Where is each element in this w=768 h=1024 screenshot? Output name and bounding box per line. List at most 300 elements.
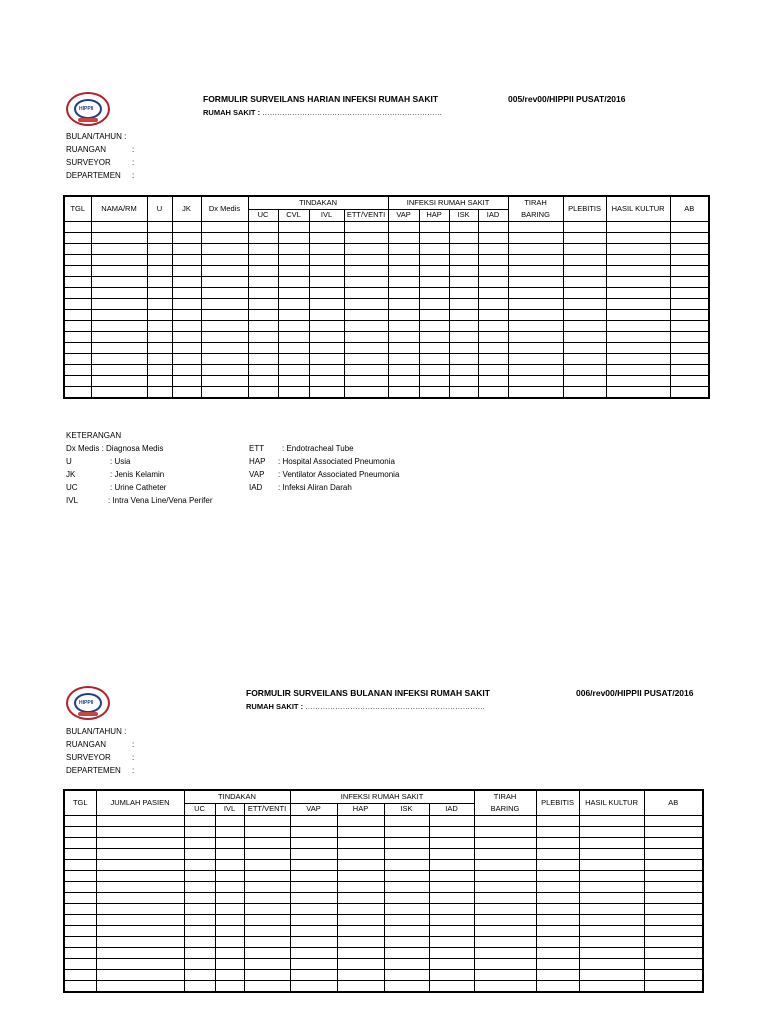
- table-cell[interactable]: [172, 244, 201, 255]
- table-cell[interactable]: [64, 343, 91, 354]
- table-cell[interactable]: [579, 926, 644, 937]
- table-cell[interactable]: [309, 299, 344, 310]
- table-cell[interactable]: [278, 288, 309, 299]
- table-cell[interactable]: [91, 288, 147, 299]
- table-cell[interactable]: [478, 299, 508, 310]
- table-cell[interactable]: [429, 849, 474, 860]
- table-cell[interactable]: [579, 860, 644, 871]
- table-cell[interactable]: [644, 981, 703, 993]
- table-cell[interactable]: [64, 981, 96, 993]
- table-cell[interactable]: [91, 343, 147, 354]
- table-cell[interactable]: [344, 343, 388, 354]
- table-cell[interactable]: [563, 233, 606, 244]
- table-cell[interactable]: [244, 849, 290, 860]
- table-cell[interactable]: [344, 244, 388, 255]
- table-cell[interactable]: [508, 332, 563, 343]
- table-cell[interactable]: [278, 266, 309, 277]
- table-cell[interactable]: [449, 321, 478, 332]
- table-cell[interactable]: [536, 860, 579, 871]
- table-cell[interactable]: [64, 376, 91, 387]
- table-cell[interactable]: [184, 970, 215, 981]
- table-cell[interactable]: [172, 288, 201, 299]
- table-cell[interactable]: [670, 277, 709, 288]
- table-cell[interactable]: [244, 860, 290, 871]
- table-cell[interactable]: [201, 299, 248, 310]
- table-cell[interactable]: [96, 948, 184, 959]
- table-cell[interactable]: [606, 277, 670, 288]
- table-cell[interactable]: [172, 376, 201, 387]
- table-cell[interactable]: [64, 299, 91, 310]
- table-cell[interactable]: [96, 970, 184, 981]
- table-cell[interactable]: [201, 343, 248, 354]
- table-cell[interactable]: [91, 321, 147, 332]
- table-cell[interactable]: [579, 915, 644, 926]
- table-cell[interactable]: [388, 310, 419, 321]
- table-cell[interactable]: [172, 310, 201, 321]
- table-cell[interactable]: [64, 915, 96, 926]
- table-cell[interactable]: [563, 277, 606, 288]
- table-cell[interactable]: [91, 365, 147, 376]
- table-cell[interactable]: [244, 816, 290, 827]
- table-cell[interactable]: [64, 937, 96, 948]
- table-cell[interactable]: [508, 310, 563, 321]
- table-cell[interactable]: [309, 332, 344, 343]
- table-cell[interactable]: [429, 948, 474, 959]
- table-cell[interactable]: [670, 354, 709, 365]
- table-cell[interactable]: [344, 387, 388, 399]
- table-cell[interactable]: [147, 343, 172, 354]
- table-cell[interactable]: [508, 288, 563, 299]
- table-cell[interactable]: [429, 904, 474, 915]
- table-cell[interactable]: [337, 816, 384, 827]
- table-cell[interactable]: [201, 266, 248, 277]
- table-cell[interactable]: [474, 915, 536, 926]
- table-cell[interactable]: [419, 299, 449, 310]
- table-cell[interactable]: [184, 915, 215, 926]
- table-cell[interactable]: [184, 838, 215, 849]
- table-cell[interactable]: [91, 222, 147, 233]
- table-cell[interactable]: [388, 299, 419, 310]
- table-cell[interactable]: [606, 343, 670, 354]
- table-cell[interactable]: [96, 882, 184, 893]
- table-cell[interactable]: [478, 343, 508, 354]
- table-cell[interactable]: [419, 332, 449, 343]
- table-cell[interactable]: [147, 277, 172, 288]
- table-cell[interactable]: [478, 222, 508, 233]
- table-cell[interactable]: [563, 310, 606, 321]
- table-cell[interactable]: [64, 948, 96, 959]
- table-cell[interactable]: [606, 222, 670, 233]
- table-cell[interactable]: [91, 387, 147, 399]
- table-cell[interactable]: [644, 827, 703, 838]
- table-cell[interactable]: [478, 244, 508, 255]
- table-cell[interactable]: [388, 376, 419, 387]
- table-cell[interactable]: [579, 893, 644, 904]
- table-cell[interactable]: [449, 222, 478, 233]
- table-cell[interactable]: [508, 299, 563, 310]
- table-cell[interactable]: [248, 365, 278, 376]
- table-cell[interactable]: [344, 299, 388, 310]
- table-cell[interactable]: [147, 365, 172, 376]
- table-cell[interactable]: [337, 882, 384, 893]
- table-cell[interactable]: [384, 882, 429, 893]
- table-cell[interactable]: [478, 376, 508, 387]
- table-cell[interactable]: [201, 387, 248, 399]
- table-cell[interactable]: [474, 882, 536, 893]
- table-cell[interactable]: [474, 838, 536, 849]
- table-cell[interactable]: [64, 222, 91, 233]
- table-cell[interactable]: [644, 915, 703, 926]
- table-cell[interactable]: [388, 233, 419, 244]
- table-cell[interactable]: [248, 288, 278, 299]
- table-cell[interactable]: [606, 255, 670, 266]
- table-cell[interactable]: [474, 959, 536, 970]
- table-cell[interactable]: [96, 860, 184, 871]
- table-cell[interactable]: [184, 948, 215, 959]
- table-cell[interactable]: [344, 365, 388, 376]
- table-cell[interactable]: [449, 299, 478, 310]
- table-cell[interactable]: [384, 827, 429, 838]
- table-cell[interactable]: [64, 266, 91, 277]
- table-cell[interactable]: [419, 277, 449, 288]
- table-cell[interactable]: [384, 838, 429, 849]
- table-cell[interactable]: [309, 343, 344, 354]
- table-cell[interactable]: [290, 849, 337, 860]
- table-cell[interactable]: [215, 904, 244, 915]
- table-cell[interactable]: [419, 321, 449, 332]
- table-cell[interactable]: [215, 926, 244, 937]
- table-cell[interactable]: [536, 904, 579, 915]
- table-cell[interactable]: [536, 915, 579, 926]
- table-cell[interactable]: [91, 233, 147, 244]
- table-cell[interactable]: [429, 816, 474, 827]
- table-cell[interactable]: [644, 893, 703, 904]
- table-cell[interactable]: [388, 244, 419, 255]
- table-cell[interactable]: [429, 915, 474, 926]
- table-cell[interactable]: [563, 332, 606, 343]
- table-cell[interactable]: [290, 816, 337, 827]
- table-cell[interactable]: [64, 816, 96, 827]
- table-cell[interactable]: [244, 882, 290, 893]
- table-cell[interactable]: [388, 288, 419, 299]
- table-cell[interactable]: [64, 893, 96, 904]
- table-cell[interactable]: [384, 981, 429, 993]
- table-cell[interactable]: [337, 849, 384, 860]
- table-cell[interactable]: [91, 266, 147, 277]
- table-cell[interactable]: [478, 321, 508, 332]
- table-cell[interactable]: [478, 288, 508, 299]
- table-cell[interactable]: [147, 222, 172, 233]
- table-cell[interactable]: [579, 838, 644, 849]
- table-cell[interactable]: [670, 387, 709, 399]
- table-cell[interactable]: [309, 310, 344, 321]
- table-cell[interactable]: [215, 838, 244, 849]
- table-cell[interactable]: [201, 354, 248, 365]
- table-cell[interactable]: [184, 959, 215, 970]
- table-cell[interactable]: [201, 222, 248, 233]
- table-cell[interactable]: [96, 849, 184, 860]
- table-cell[interactable]: [337, 981, 384, 993]
- table-cell[interactable]: [670, 376, 709, 387]
- table-cell[interactable]: [419, 222, 449, 233]
- table-cell[interactable]: [419, 233, 449, 244]
- table-cell[interactable]: [419, 266, 449, 277]
- table-cell[interactable]: [419, 255, 449, 266]
- table-cell[interactable]: [474, 893, 536, 904]
- table-cell[interactable]: [670, 332, 709, 343]
- table-cell[interactable]: [384, 904, 429, 915]
- table-cell[interactable]: [147, 376, 172, 387]
- table-cell[interactable]: [248, 266, 278, 277]
- table-cell[interactable]: [388, 332, 419, 343]
- table-cell[interactable]: [644, 904, 703, 915]
- table-cell[interactable]: [278, 343, 309, 354]
- table-cell[interactable]: [215, 860, 244, 871]
- table-cell[interactable]: [64, 838, 96, 849]
- table-cell[interactable]: [290, 970, 337, 981]
- table-cell[interactable]: [449, 332, 478, 343]
- table-cell[interactable]: [248, 310, 278, 321]
- table-cell[interactable]: [536, 970, 579, 981]
- table-cell[interactable]: [278, 354, 309, 365]
- table-cell[interactable]: [449, 365, 478, 376]
- table-cell[interactable]: [449, 244, 478, 255]
- table-cell[interactable]: [429, 959, 474, 970]
- table-cell[interactable]: [508, 277, 563, 288]
- table-cell[interactable]: [384, 871, 429, 882]
- table-cell[interactable]: [248, 387, 278, 399]
- table-cell[interactable]: [344, 310, 388, 321]
- table-cell[interactable]: [536, 948, 579, 959]
- table-cell[interactable]: [508, 365, 563, 376]
- table-cell[interactable]: [147, 299, 172, 310]
- table-cell[interactable]: [278, 244, 309, 255]
- table-cell[interactable]: [64, 904, 96, 915]
- table-cell[interactable]: [419, 244, 449, 255]
- table-cell[interactable]: [244, 970, 290, 981]
- table-cell[interactable]: [384, 849, 429, 860]
- table-cell[interactable]: [184, 926, 215, 937]
- table-cell[interactable]: [172, 332, 201, 343]
- table-cell[interactable]: [344, 288, 388, 299]
- table-cell[interactable]: [215, 981, 244, 993]
- table-cell[interactable]: [201, 310, 248, 321]
- table-cell[interactable]: [309, 376, 344, 387]
- table-cell[interactable]: [606, 332, 670, 343]
- table-cell[interactable]: [536, 926, 579, 937]
- table-cell[interactable]: [64, 255, 91, 266]
- table-cell[interactable]: [644, 838, 703, 849]
- table-cell[interactable]: [536, 838, 579, 849]
- table-cell[interactable]: [278, 332, 309, 343]
- table-cell[interactable]: [64, 233, 91, 244]
- table-cell[interactable]: [563, 343, 606, 354]
- table-cell[interactable]: [449, 266, 478, 277]
- table-cell[interactable]: [644, 970, 703, 981]
- table-cell[interactable]: [172, 354, 201, 365]
- table-cell[interactable]: [536, 816, 579, 827]
- table-cell[interactable]: [419, 354, 449, 365]
- table-cell[interactable]: [563, 266, 606, 277]
- table-cell[interactable]: [172, 387, 201, 399]
- table-cell[interactable]: [184, 860, 215, 871]
- table-cell[interactable]: [579, 970, 644, 981]
- table-cell[interactable]: [384, 893, 429, 904]
- table-cell[interactable]: [91, 255, 147, 266]
- table-cell[interactable]: [388, 266, 419, 277]
- table-cell[interactable]: [64, 860, 96, 871]
- table-cell[interactable]: [147, 255, 172, 266]
- table-cell[interactable]: [215, 882, 244, 893]
- table-cell[interactable]: [388, 343, 419, 354]
- table-cell[interactable]: [248, 244, 278, 255]
- table-cell[interactable]: [563, 288, 606, 299]
- table-cell[interactable]: [244, 926, 290, 937]
- table-cell[interactable]: [96, 959, 184, 970]
- table-cell[interactable]: [309, 233, 344, 244]
- table-cell[interactable]: [96, 827, 184, 838]
- table-cell[interactable]: [147, 233, 172, 244]
- table-cell[interactable]: [536, 981, 579, 993]
- table-cell[interactable]: [606, 310, 670, 321]
- table-cell[interactable]: [248, 343, 278, 354]
- table-cell[interactable]: [96, 904, 184, 915]
- table-cell[interactable]: [579, 948, 644, 959]
- table-cell[interactable]: [344, 222, 388, 233]
- table-cell[interactable]: [670, 365, 709, 376]
- table-cell[interactable]: [64, 277, 91, 288]
- table-cell[interactable]: [429, 838, 474, 849]
- table-cell[interactable]: [644, 959, 703, 970]
- table-cell[interactable]: [248, 376, 278, 387]
- table-cell[interactable]: [172, 266, 201, 277]
- table-cell[interactable]: [644, 937, 703, 948]
- table-cell[interactable]: [215, 827, 244, 838]
- table-cell[interactable]: [172, 321, 201, 332]
- table-cell[interactable]: [563, 222, 606, 233]
- table-cell[interactable]: [579, 959, 644, 970]
- table-cell[interactable]: [474, 860, 536, 871]
- table-cell[interactable]: [278, 387, 309, 399]
- table-cell[interactable]: [606, 299, 670, 310]
- table-cell[interactable]: [96, 893, 184, 904]
- table-cell[interactable]: [508, 255, 563, 266]
- table-cell[interactable]: [248, 332, 278, 343]
- table-cell[interactable]: [563, 255, 606, 266]
- table-cell[interactable]: [508, 343, 563, 354]
- table-cell[interactable]: [478, 365, 508, 376]
- table-cell[interactable]: [290, 871, 337, 882]
- table-cell[interactable]: [91, 376, 147, 387]
- table-cell[interactable]: [508, 387, 563, 399]
- table-cell[interactable]: [96, 838, 184, 849]
- table-cell[interactable]: [579, 981, 644, 993]
- table-cell[interactable]: [536, 827, 579, 838]
- table-cell[interactable]: [606, 376, 670, 387]
- table-cell[interactable]: [337, 860, 384, 871]
- table-cell[interactable]: [344, 266, 388, 277]
- table-cell[interactable]: [670, 255, 709, 266]
- table-cell[interactable]: [309, 222, 344, 233]
- table-cell[interactable]: [278, 376, 309, 387]
- table-cell[interactable]: [64, 827, 96, 838]
- table-cell[interactable]: [244, 871, 290, 882]
- table-cell[interactable]: [563, 376, 606, 387]
- table-cell[interactable]: [644, 871, 703, 882]
- table-cell[interactable]: [91, 244, 147, 255]
- table-cell[interactable]: [244, 893, 290, 904]
- table-cell[interactable]: [278, 310, 309, 321]
- table-cell[interactable]: [201, 288, 248, 299]
- table-cell[interactable]: [508, 321, 563, 332]
- table-cell[interactable]: [508, 222, 563, 233]
- table-cell[interactable]: [536, 849, 579, 860]
- table-cell[interactable]: [91, 299, 147, 310]
- table-cell[interactable]: [64, 310, 91, 321]
- table-cell[interactable]: [147, 332, 172, 343]
- table-cell[interactable]: [64, 959, 96, 970]
- table-cell[interactable]: [96, 915, 184, 926]
- table-cell[interactable]: [248, 321, 278, 332]
- table-cell[interactable]: [184, 893, 215, 904]
- table-cell[interactable]: [290, 904, 337, 915]
- table-cell[interactable]: [429, 970, 474, 981]
- table-cell[interactable]: [579, 937, 644, 948]
- table-cell[interactable]: [344, 277, 388, 288]
- table-cell[interactable]: [419, 288, 449, 299]
- table-cell[interactable]: [64, 871, 96, 882]
- table-cell[interactable]: [309, 266, 344, 277]
- table-cell[interactable]: [91, 332, 147, 343]
- table-cell[interactable]: [644, 816, 703, 827]
- table-cell[interactable]: [474, 926, 536, 937]
- table-cell[interactable]: [64, 354, 91, 365]
- table-cell[interactable]: [201, 277, 248, 288]
- table-cell[interactable]: [64, 926, 96, 937]
- table-cell[interactable]: [309, 354, 344, 365]
- table-cell[interactable]: [244, 838, 290, 849]
- table-cell[interactable]: [64, 332, 91, 343]
- table-cell[interactable]: [244, 959, 290, 970]
- table-cell[interactable]: [670, 266, 709, 277]
- table-cell[interactable]: [172, 233, 201, 244]
- table-cell[interactable]: [290, 937, 337, 948]
- table-cell[interactable]: [449, 233, 478, 244]
- table-cell[interactable]: [147, 288, 172, 299]
- table-cell[interactable]: [172, 277, 201, 288]
- table-cell[interactable]: [278, 222, 309, 233]
- table-cell[interactable]: [215, 948, 244, 959]
- table-cell[interactable]: [606, 321, 670, 332]
- table-cell[interactable]: [309, 387, 344, 399]
- table-cell[interactable]: [606, 288, 670, 299]
- table-cell[interactable]: [215, 970, 244, 981]
- table-cell[interactable]: [147, 387, 172, 399]
- table-cell[interactable]: [478, 354, 508, 365]
- table-cell[interactable]: [201, 365, 248, 376]
- table-cell[interactable]: [344, 255, 388, 266]
- table-cell[interactable]: [606, 387, 670, 399]
- table-cell[interactable]: [670, 244, 709, 255]
- table-cell[interactable]: [478, 266, 508, 277]
- table-cell[interactable]: [215, 937, 244, 948]
- table-cell[interactable]: [244, 948, 290, 959]
- table-cell[interactable]: [309, 277, 344, 288]
- table-cell[interactable]: [606, 354, 670, 365]
- table-cell[interactable]: [201, 332, 248, 343]
- table-cell[interactable]: [508, 266, 563, 277]
- table-cell[interactable]: [278, 321, 309, 332]
